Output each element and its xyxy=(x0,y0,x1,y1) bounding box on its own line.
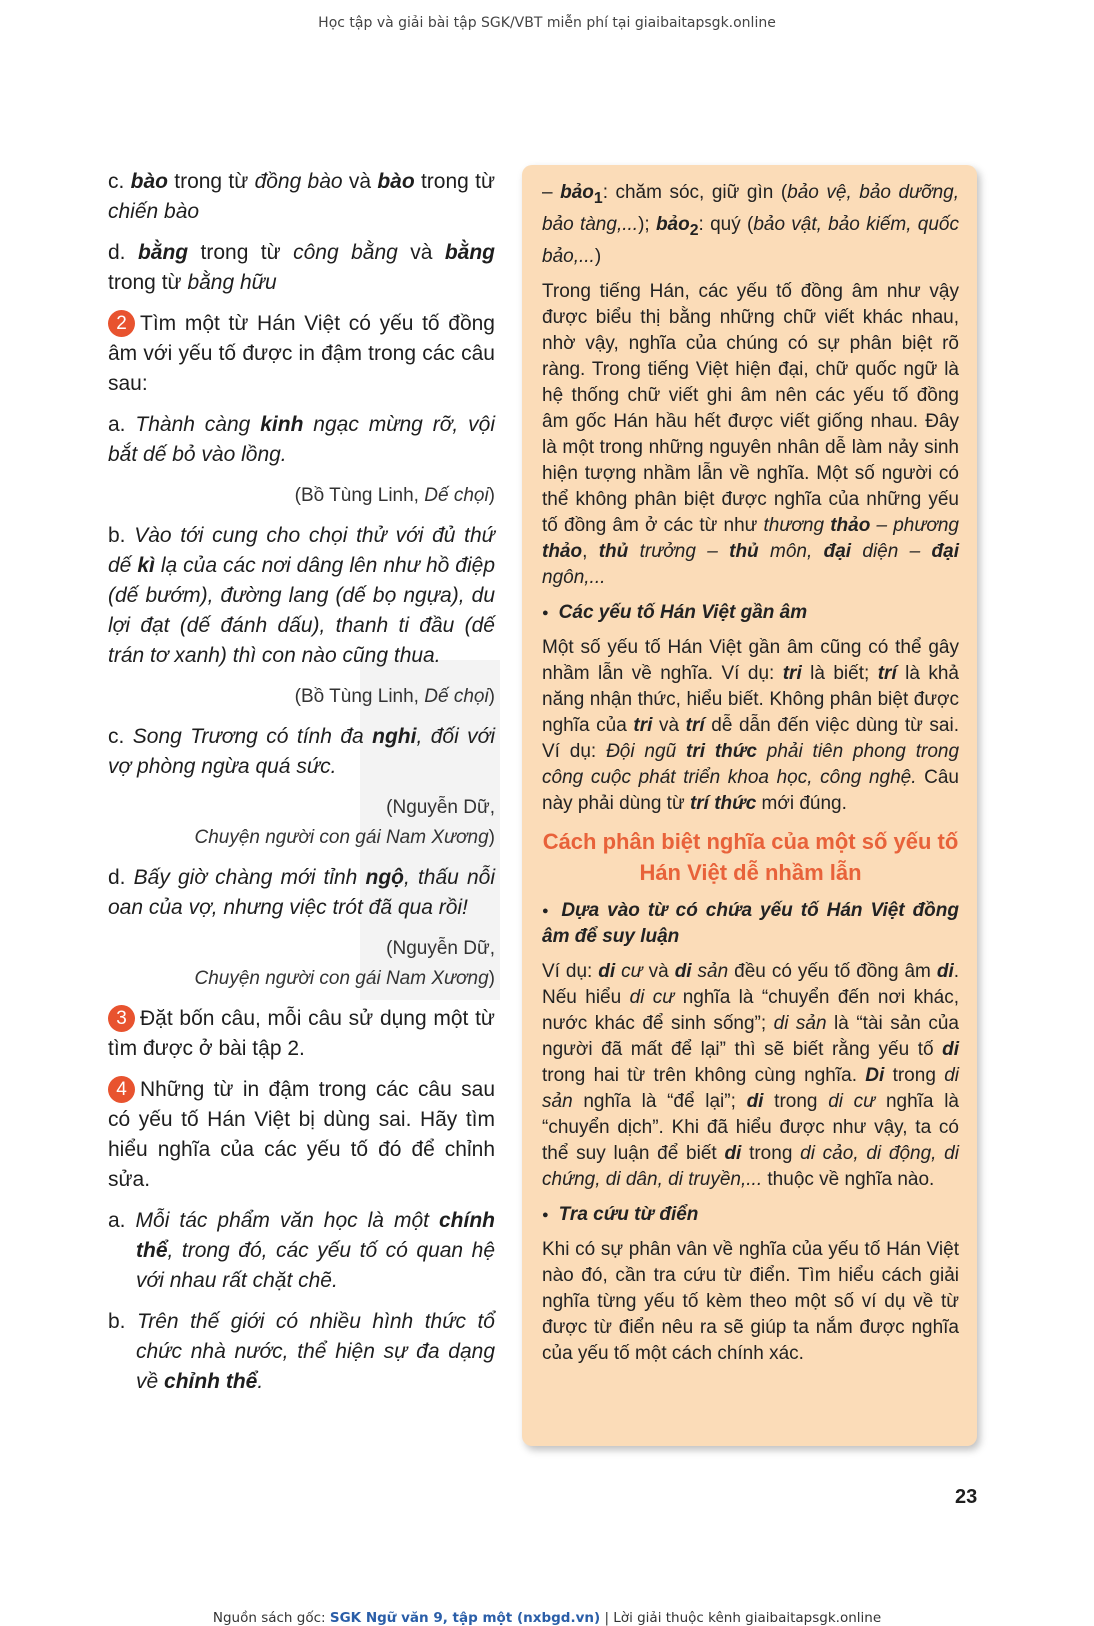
exercise-number-badge: 3 xyxy=(108,1005,135,1032)
exercise-4b: b. Trên thế giới có nhiều hình thức tổ chức nhà nước, thể hiện sự đa dạng về chỉnh thể. xyxy=(108,1310,495,1393)
exercise-column xyxy=(108,167,495,1408)
exercise-2b: b. Vào tới cung cho chọi thử với đủ thứ dế kì lạ của các nơi dâng lên như hồ điệp (dế bướm), đường lang (dế bọ ngựa), du lợi đạt (dế đánh dấu), thanh ti đầu (dế trán tơ xanh) thì con nào cũng thua. xyxy=(108,524,495,667)
exercise-number-badge: 4 xyxy=(108,1076,135,1103)
exercise-2: 2 Tìm một từ Hán Việt có yếu tố đồng âm với yếu tố được in đậm trong các câu sau: xyxy=(108,312,495,395)
exercise-1d: d. bằng trong từ công bằng và bằng trong từ bằng hữu xyxy=(108,241,495,294)
knowledge-box-content xyxy=(542,180,959,1376)
page-footer: Nguồn sách gốc: SGK Ngữ văn 9, tập một (nxbgd.vn) | Lời giải thuộc kênh giaibaitapsgk.online xyxy=(212,1610,882,1626)
box-section-heading: Cách phân biệt nghĩa của một số yếu tố Hán Việt dễ nhầm lẫn xyxy=(542,828,959,885)
box-paragraph: Một số yếu tố Hán Việt gần âm cũng có thể gây nhầm lẫn về nghĩa. Ví dụ: tri là biết; trí là khả năng nhận thức, hiểu biết. Không phân biệt được nghĩa của tri và trí dễ dẫn đến việc dùng từ sai. Ví dụ: Đội ngũ tri thức phải tiên phong trong công cuộc phát triển khoa học, công nghệ. Câu này phải dùng từ trí thức mới đúng. xyxy=(542,636,960,814)
exercise-4: 4 Những từ in đậm trong các câu sau có yếu tố Hán Việt bị dùng sai. Hãy tìm hiểu nghĩa của các yếu tố đó để chỉnh sửa. xyxy=(108,1078,495,1191)
citation: (Nguyễn Dữ, xyxy=(386,797,495,818)
box-bullet-heading: ● Các yếu tố Hán Việt gần âm xyxy=(542,600,959,626)
citation: Chuyện người con gái Nam Xương) xyxy=(194,827,495,848)
citation: (Bồ Tùng Linh, Dế chọi) xyxy=(294,485,495,506)
exercise-3: 3 Đặt bốn câu, mỗi câu sử dụng một từ tìm được ở bài tập 2. xyxy=(108,1007,495,1060)
exercise-number-badge: 2 xyxy=(108,310,135,337)
exercise-1c: c. bào trong từ đồng bào và bào trong từ chiến bào xyxy=(108,170,495,223)
exercise-4a: a. Mỗi tác phẩm văn học là một chính thể, trong đó, các yếu tố có quan hệ với nhau rất chặt chẽ. xyxy=(108,1209,495,1292)
exercise-2c: c. Song Trương có tính đa nghi, đối với vợ phòng ngừa quá sức. xyxy=(108,725,496,778)
citation: (Bồ Tùng Linh, Dế chọi) xyxy=(294,686,495,707)
box-paragraph: Khi có sự phân vân về nghĩa của yếu tố Hán Việt nào đó, cần tra cứu từ điển. Tìm hiểu cách giải nghĩa từng yếu tố kèm theo một số ví dụ về từ được từ điển nêu ra sẽ giúp ta nắm được nghĩa của yếu tố một cách chính xác. xyxy=(542,1238,959,1364)
box-paragraph: Trong tiếng Hán, các yếu tố đồng âm như vậy được biểu thị bằng những chữ viết khác nhau, nhờ vậy, nghĩa của chúng có sự phân biệt rõ ràng. Trong tiếng Việt hiện đại, chữ quốc ngữ là hệ thống chữ viết ghi âm nên các yếu tố đồng âm gốc Hán hầu hết được viết giống nhau. Đây là một trong những nguyên nhân dễ làm nảy sinh hiện tượng nhầm lẫn về nghĩa. Một số người có thể không phân biệt được nghĩa của những yếu tố đồng âm ở các từ như thương thảo – phương thảo, thủ trưởng – thủ môn, đại diện – đại ngôn,... xyxy=(542,280,959,588)
page-header: Học tập và giải bài tập SGK/VBT miễn phí tại giaibaitapsgk.online xyxy=(318,15,776,31)
box-paragraph: Ví dụ: di cư và di sản đều có yếu tố đồng âm di. Nếu hiểu di cư nghĩa là “chuyển đến nơi khác, nước khác để sinh sống”; di sản là “tài sản của người đã mất để lại” thì sẽ biết rằng yếu tố di trong hai từ trên không cùng nghĩa. Di trong di sản nghĩa là “để lại”; di trong di cư nghĩa là “chuyển dịch”. Khi đã hiểu được như vậy, ta có thể suy luận để biết di trong di cảo, di động, di chứng, di dân, di truyền,... thuộc về nghĩa nào. xyxy=(542,960,960,1190)
box-bullet-heading: ● Tra cứu từ điển xyxy=(542,1202,959,1228)
box-bullet-heading: ● Dựa vào từ có chứa yếu tố Hán Việt đồng âm để suy luận xyxy=(542,898,959,950)
exercise-2d: d. Bấy giờ chàng mới tỉnh ngộ, thấu nỗi oan của vợ, nhưng việc trót đã qua rồi! xyxy=(108,866,495,919)
citation: Chuyện người con gái Nam Xương) xyxy=(194,968,495,989)
box-paragraph: – bảo$_1$: chăm sóc, giữ gìn (bảo vệ, bảo dưỡng, bảo tàng,...); bảo$_2$: quý (bảo vật, bảo kiếm, quốc bảo,...) xyxy=(542,182,959,267)
exercise-2a: a. Thành càng kinh ngạc mừng rỡ, vội bắt dế bỏ vào lồng. xyxy=(108,413,495,466)
citation: (Nguyễn Dữ, xyxy=(386,938,495,959)
source-link[interactable]: SGK Ngữ văn 9, tập một (nxbgd.vn) xyxy=(329,1610,601,1626)
page-number: 23 xyxy=(955,1486,978,1508)
